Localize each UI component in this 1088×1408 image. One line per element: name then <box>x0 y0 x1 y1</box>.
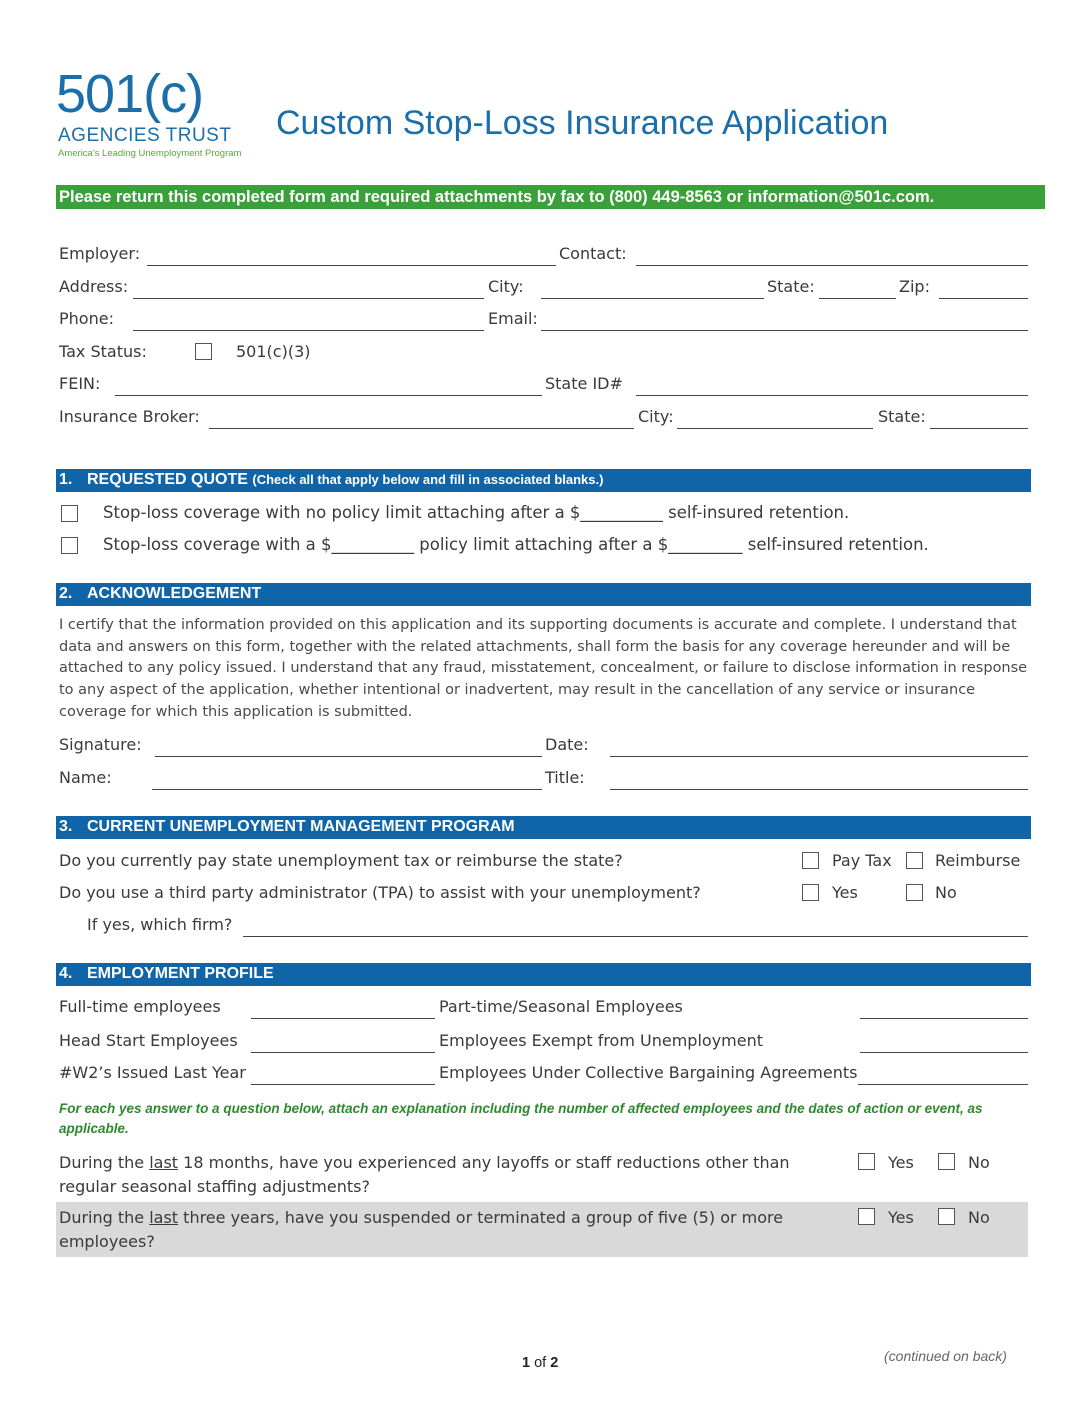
broker-city-label: City: <box>638 407 674 426</box>
terminations-question-emph: last <box>149 1208 179 1227</box>
date-field[interactable] <box>610 756 1028 757</box>
city-field[interactable] <box>541 298 764 299</box>
address-field[interactable] <box>133 298 484 299</box>
layoffs-question <box>59 1151 849 1199</box>
layoffs-no-label: No <box>968 1153 990 1172</box>
section-4-header <box>56 963 1031 986</box>
full-time-field[interactable] <box>251 1018 435 1019</box>
terminations-question <box>59 1206 819 1254</box>
contact-field[interactable] <box>636 265 1028 266</box>
section-2-number: 2. <box>59 585 73 602</box>
quote-option-1-text: Stop-loss coverage with no policy limit attaching after a $__________ self-insured retention. <box>103 503 850 522</box>
contact-label: Contact: <box>559 244 627 263</box>
fein-label: FEIN: <box>59 374 101 393</box>
state-id-label: State ID# <box>545 374 623 393</box>
broker-state-field[interactable] <box>930 428 1028 429</box>
section-3-title: CURRENT UNEMPLOYMENT MANAGEMENT PROGRAM <box>87 818 515 835</box>
terminations-question-post: three years, have you suspended or terminated a group of five (5) or more employees? <box>59 1208 784 1251</box>
section-1-header <box>56 469 1031 492</box>
phone-field[interactable] <box>133 330 484 331</box>
tpa-no-label: No <box>935 883 957 902</box>
tpa-yes-checkbox[interactable] <box>802 884 819 901</box>
tpa-firm-field[interactable] <box>243 936 1028 937</box>
cba-label: Employees Under Collective Bargaining Agreements <box>439 1063 858 1082</box>
tpa-firm-label: If yes, which firm? <box>87 915 233 934</box>
section-2-title: ACKNOWLEDGEMENT <box>87 585 262 602</box>
page-number <box>522 1355 558 1371</box>
title-label: Title: <box>545 768 585 787</box>
date-label: Date: <box>545 735 589 754</box>
title-field[interactable] <box>610 789 1028 790</box>
fein-field[interactable] <box>115 395 542 396</box>
section-3-header <box>56 816 1031 839</box>
quote-option-2-text: Stop-loss coverage with a $__________ policy limit attaching after a $_________ self-insured retention. <box>103 535 929 554</box>
exempt-field[interactable] <box>860 1052 1028 1053</box>
tpa-yes-label: Yes <box>832 883 858 902</box>
return-instructions-banner <box>56 185 1045 209</box>
terminations-no-checkbox[interactable] <box>938 1208 955 1225</box>
w2-label: #W2’s Issued Last Year <box>59 1063 246 1082</box>
section-2-header <box>56 583 1031 606</box>
reimburse-checkbox[interactable] <box>906 852 923 869</box>
quote-option-1-checkbox[interactable] <box>61 505 78 522</box>
phone-label: Phone: <box>59 309 114 328</box>
broker-state-label: State: <box>878 407 926 426</box>
section-1-subtitle: (Check all that apply below and fill in associated blanks.) <box>252 472 604 487</box>
layoffs-no-checkbox[interactable] <box>938 1153 955 1170</box>
logo-name: AGENCIES TRUST <box>58 125 232 146</box>
w2-field[interactable] <box>251 1084 435 1085</box>
tax-status-label: Tax Status: <box>59 342 147 361</box>
signature-label: Signature: <box>59 735 142 754</box>
terminations-no-label: No <box>968 1208 990 1227</box>
section-4-title: EMPLOYMENT PROFILE <box>87 965 274 982</box>
terminations-yes-checkbox[interactable] <box>858 1208 875 1225</box>
terminations-yes-label: Yes <box>888 1208 914 1227</box>
layoffs-question-emph: last <box>149 1153 179 1172</box>
name-label: Name: <box>59 768 112 787</box>
section-1-title-wrap <box>87 471 603 489</box>
zip-label: Zip: <box>899 277 930 296</box>
page-current: 1 <box>522 1355 531 1371</box>
head-start-label: Head Start Employees <box>59 1031 238 1050</box>
section-3-number: 3. <box>59 818 73 835</box>
zip-field[interactable] <box>939 298 1028 299</box>
address-label: Address: <box>59 277 129 296</box>
layoffs-question-pre: During the <box>59 1153 150 1172</box>
broker-field[interactable] <box>209 428 634 429</box>
section-1-title: REQUESTED QUOTE <box>87 471 248 488</box>
email-field[interactable] <box>541 330 1028 331</box>
employer-label: Employer: <box>59 244 141 263</box>
page-title: Custom Stop-Loss Insurance Application <box>276 104 889 142</box>
pay-tax-checkbox[interactable] <box>802 852 819 869</box>
explanation-note: For each yes answer to a question below, attach an explanation including the number of affected employees and the dates of action or event, as applicable. <box>59 1101 983 1136</box>
broker-city-field[interactable] <box>677 428 873 429</box>
terminations-question-pre: During the <box>59 1208 150 1227</box>
part-time-label: Part-time/Seasonal Employees <box>439 997 683 1016</box>
broker-label: Insurance Broker: <box>59 407 200 426</box>
city-label: City: <box>488 277 524 296</box>
employer-field[interactable] <box>147 265 556 266</box>
quote-option-2-checkbox[interactable] <box>61 537 78 554</box>
layoffs-question-post: 18 months, have you experienced any layoffs or staff reductions other than regular seasonal staffing adjustments? <box>59 1153 790 1196</box>
section-4-number: 4. <box>59 965 73 982</box>
pay-tax-question: Do you currently pay state unemployment tax or reimburse the state? <box>59 851 623 870</box>
logo-tagline: America's Leading Unemployment Program <box>58 148 242 159</box>
tpa-question: Do you use a third party administrator (TPA) to assist with your unemployment? <box>59 883 701 902</box>
cba-field[interactable] <box>858 1084 1028 1085</box>
continued-note: (continued on back) <box>884 1348 1007 1364</box>
tax-status-checkbox[interactable] <box>195 343 212 360</box>
page-total: 2 <box>550 1355 559 1371</box>
state-id-field[interactable] <box>636 395 1028 396</box>
signature-field[interactable] <box>155 756 542 757</box>
acknowledgement-text: I certify that the information provided on this application and its supporting documents is accurate and complete. I understand that data and answers on this form, together with the related attachments, shall form the basis for any coverage hereunder and will be attached to any policy issued. I understand that any fraud, misstatement, concealment, or failure to disclose information in response to any aspect of the application, whether intentional or inadvertent, may result in the cancellation of any service or insurance coverage for which this application is submitted. <box>59 617 1028 720</box>
tpa-no-checkbox[interactable] <box>906 884 923 901</box>
state-field[interactable] <box>819 298 896 299</box>
logo <box>56 64 246 168</box>
page-of: of <box>530 1355 551 1371</box>
name-field[interactable] <box>152 789 542 790</box>
state-label: State: <box>767 277 815 296</box>
exempt-label: Employees Exempt from Unemployment <box>439 1031 763 1050</box>
email-label: Email: <box>488 309 538 328</box>
pay-tax-label: Pay Tax <box>832 851 892 870</box>
part-time-field[interactable] <box>860 1018 1028 1019</box>
layoffs-yes-checkbox[interactable] <box>858 1153 875 1170</box>
full-time-label: Full-time employees <box>59 997 221 1016</box>
section-1-number: 1. <box>59 471 73 488</box>
banner-text: Please return this completed form and required attachments by fax to (800) 449-8563 or information@501c.com. <box>59 188 935 206</box>
reimburse-label: Reimburse <box>935 851 1021 870</box>
tax-status-option: 501(c)(3) <box>236 342 311 361</box>
head-start-field[interactable] <box>251 1052 435 1053</box>
logo-mark: 501(c) <box>56 64 204 124</box>
layoffs-yes-label: Yes <box>888 1153 914 1172</box>
